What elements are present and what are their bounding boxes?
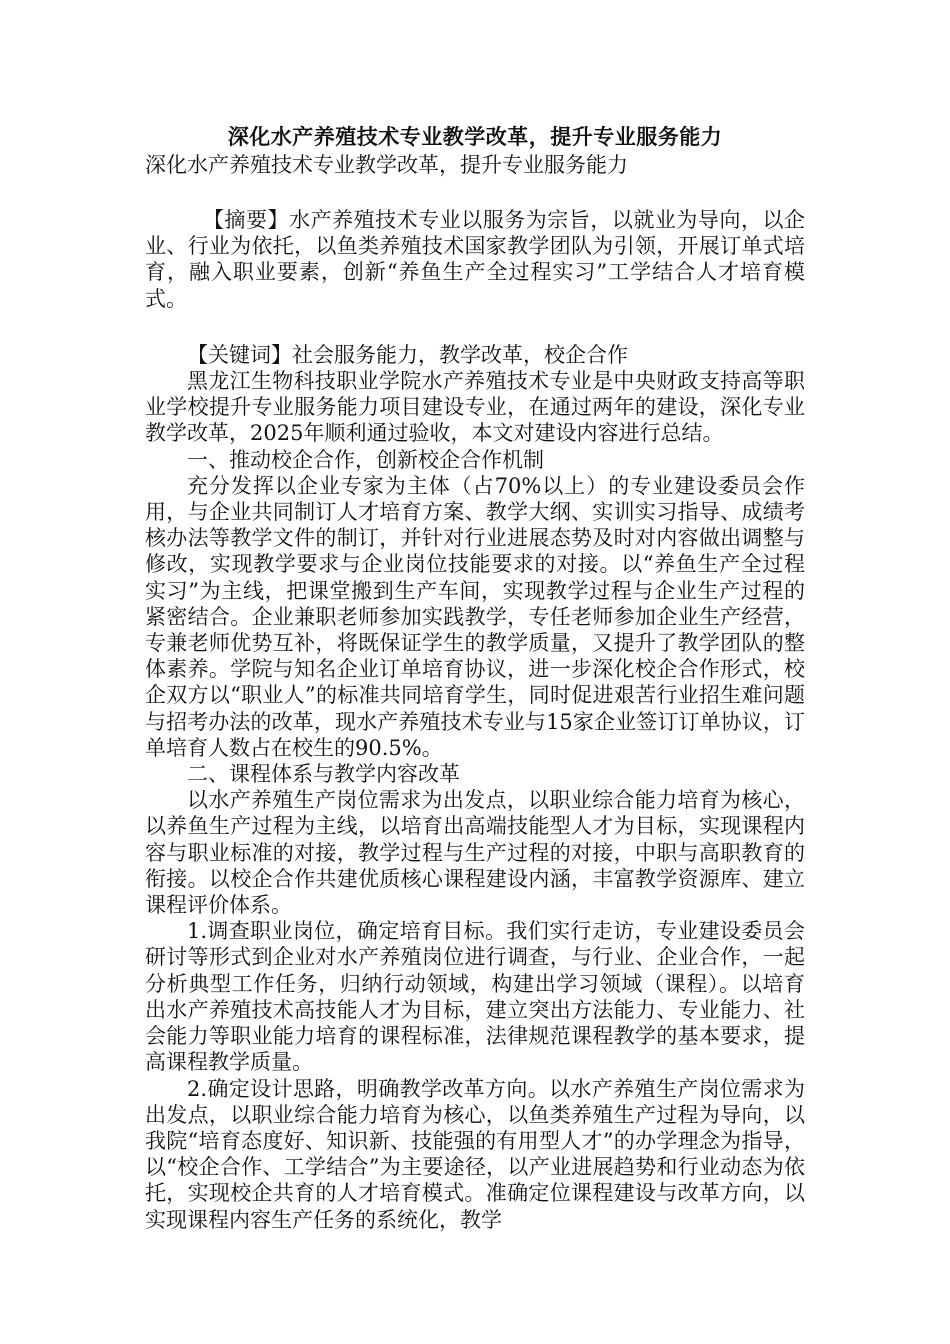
intro-paragraph: 黑龙江生物科技职业学院水产养殖技术专业是中央财政支持高等职业学校提升专业服务能力项目建设专业，在通过两年的建设，深化专业教学改革，2025年顺利通过验收，本文对建设内容进行总结。 xyxy=(145,369,805,446)
abstract-paragraph: 【摘要】水产养殖技术专业以服务为宗旨，以就业为导向，以企业、行业为依托，以鱼类养殖技术国家教学团队为引领，开展订单式培育，融入职业要素，创新“养鱼生产全过程实习”工学结合人才培育模式。 xyxy=(145,208,805,311)
section-heading-1: 一、推动校企合作，创新校企合作机制 xyxy=(187,447,544,472)
body-paragraph: 充分发挥以企业专家为主体（占70%以上）的专业建设委员会作用，与企业共同制订人才培育方案、教学大纲、实训实习指导、成绩考核办法等教学文件的制订，并针对行业进展态势及时对内容做出调整与修改，实现教学要求与企业岗位技能要求的对接。以“养鱼生产全过程实习”为主线，把课堂搬到生产车间，实现教学过程与企业生产过程的紧密结合。企业兼职老师参加实践教学，专任老师参加企业生产经营，专兼老师优势互补，将既保证学生的教学质量，又提升了教学团队的整体素养。学院与知名企业订单培育协议，进一步深化校企合作形式，校企双方以“职业人”的标准共同培育学生，同时促进艰苦行业招生难问题与招考办法的改革，现水产养殖技术专业与15家企业签订订单协议，订单培育人数占在校生的90.5%。 xyxy=(145,473,805,760)
document-subtitle: 深化水产养殖技术专业教学改革，提升专业服务能力 xyxy=(145,153,628,177)
section-heading-2: 二、课程体系与教学内容改革 xyxy=(187,762,460,787)
keywords-line: 【关键词】社会服务能力，教学改革，校企合作 xyxy=(187,342,628,367)
document-title: 深化水产养殖技术专业教学改革，提升专业服务能力 xyxy=(227,124,723,149)
body-paragraph: 2.确定设计思路，明确教学改革方向。以水产养殖生产岗位需求为出发点，以职业综合能力培育为核心，以鱼类养殖生产过程为导向，以我院“培育态度好、知识新、技能强的有用型人才”的办学理念为指导，以“校企合作、工学结合”为主要途径，以产业进展趋势和行业动态为依托，实现校企共育的人才培育模式。准确定位课程建设与改革方向，以实现课程内容生产任务的系统化，教学 xyxy=(145,1076,805,1232)
body-paragraph: 以水产养殖生产岗位需求为出发点，以职业综合能力培育为核心，以养鱼生产过程为主线，以培育出高端技能型人才为目标，实现课程内容与职业标准的对接，教学过程与生产过程的对接，中职与高职教育的衔接。以校企合作共建优质核心课程建设内涵，丰富教学资源库、建立课程评价体系。 xyxy=(145,788,805,918)
document-page xyxy=(145,123,805,1233)
body-paragraph: 1.调查职业岗位，确定培育目标。我们实行走访，专业建设委员会研讨等形式到企业对水产养殖岗位进行调查，与行业、企业合作，一起分析典型工作任务，归纳行动领域，构建出学习领域（课程）。以培育出水产养殖技术高技能人才为目标，建立突出方法能力、专业能力、社会能力等职业能力培育的课程标准，法律规范课程教学的基本要求，提高课程教学质量。 xyxy=(145,919,805,1075)
